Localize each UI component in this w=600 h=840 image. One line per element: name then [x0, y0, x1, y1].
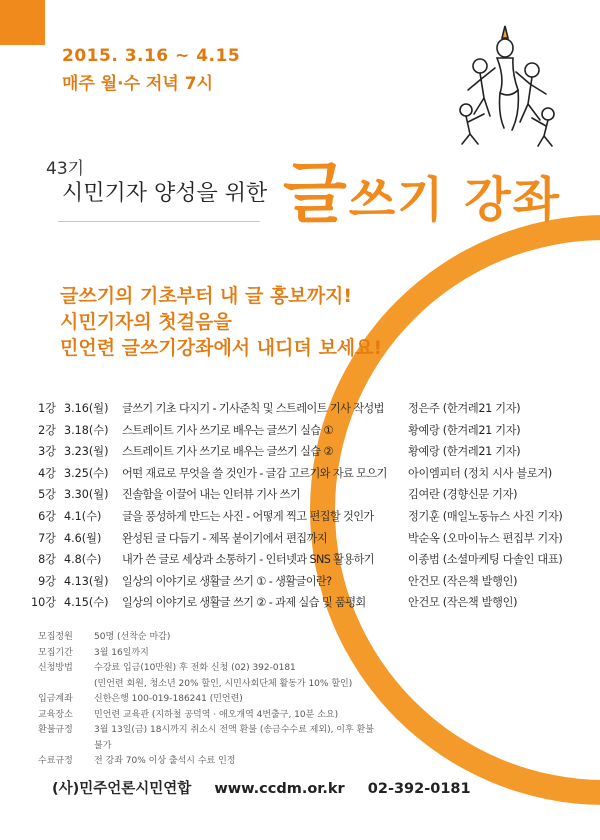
lecture-row: [22, 483, 582, 505]
lecture-row: [22, 527, 582, 549]
lecture-row: [22, 548, 582, 570]
info-value: 3월 13일(금) 18시까지 취소시 전액 환불 (송금수수료 제외), 이후 환불 불가: [94, 725, 374, 751]
info-row-period: [38, 646, 378, 662]
lecture-date: 4.6(월): [64, 531, 102, 545]
lecture-row: [22, 505, 582, 527]
event-dates: 2015. 3.16 ~ 4.15: [62, 46, 241, 66]
organization-name: (사)민주언론시민연합: [52, 781, 192, 797]
lecture-date: 4.8(수): [64, 553, 102, 567]
lecture-number: 3강: [38, 445, 56, 459]
lecture-topic: 일상의 이야기로 생활글 쓰기 ② - 과제 실습 및 품평회: [122, 596, 366, 610]
slogan: [60, 283, 400, 361]
info-value: 수강료 입금(10만원) 후 전화 신청 (02) 392-0181: [94, 663, 296, 673]
info-row-apply: [38, 661, 378, 677]
lecture-topic: 스트레이트 기사 쓰기로 배우는 글쓰기 실습 ①: [122, 423, 333, 437]
info-row-venue: [38, 708, 378, 724]
lecture-speaker: 정은주 (한겨레21 기자): [408, 402, 521, 415]
lecture-speaker: 안건모 (작은책 발행인): [408, 574, 518, 588]
lecture-topic: 내가 쓴 글로 세상과 소통하기 - 인터넷과 SNS 활용하기: [122, 553, 375, 567]
info-label: 교육장소: [38, 709, 73, 720]
orange-corner-block: [0, 0, 45, 45]
lecture-speaker: 안건모 (작은책 발행인): [408, 596, 518, 610]
info-row-refund: [38, 723, 378, 754]
phone-number: 02-392-0181: [367, 781, 471, 797]
lecture-row: [22, 570, 582, 592]
people-lifting-pen-illustration: [450, 18, 560, 148]
lecture-number: 9강: [38, 574, 56, 588]
registration-info: [38, 630, 378, 770]
lecture-topic: 스트레이트 기사 쓰기로 배우는 글쓰기 실습 ②: [122, 445, 333, 459]
info-label: 수료규정: [38, 756, 73, 766]
title-divider: [58, 221, 260, 222]
info-label: 모집기간: [38, 647, 73, 658]
lecture-speaker: 정기훈 (매일노동뉴스 사진 기자): [408, 509, 563, 523]
slogan-line: 글쓰기의 기초부터 내 글 홍보까지!: [60, 285, 353, 307]
info-value: 민언련 교육관 (지하철 공덕역 · 애오개역 4번출구, 10분 소요): [94, 709, 339, 720]
lecture-speaker: 아이엠피터 (정치 시사 블로거): [408, 466, 552, 480]
lecture-date: 3.23(월): [64, 445, 109, 459]
info-value: 50명 (선착순 마감): [94, 632, 171, 642]
lecture-number: 7강: [38, 531, 56, 545]
lecture-date: 3.30(월): [64, 488, 109, 502]
lecture-number: 4강: [38, 466, 56, 480]
lecture-date: 3.16(월): [64, 402, 109, 415]
lecture-row: [22, 419, 582, 441]
lecture-speaker: 이종범 (소셜마케팅 다솔인 대표): [408, 553, 563, 567]
info-value: 3월 16일까지: [94, 647, 149, 658]
info-label: 입금계좌: [38, 694, 73, 704]
event-time: 매주 월·수 저녁 7시: [62, 74, 213, 94]
lecture-row: [22, 440, 582, 462]
title-first-char: 글: [283, 155, 349, 232]
lecture-schedule: [22, 397, 582, 613]
lecture-topic: 일상의 이야기로 생활글 쓰기 ① - 생활글이란?: [122, 574, 332, 588]
lecture-date: 4.13(월): [64, 574, 109, 588]
lecture-number: 2강: [38, 423, 56, 437]
title-rest: 쓰기 강좌: [348, 172, 561, 228]
website-link[interactable]: www.ccdm.or.kr: [214, 781, 345, 797]
lecture-row: [22, 462, 582, 484]
info-apply-note: (민언련 회원, 청소년 20% 할인, 시민사회단체 활동가 10% 할인): [94, 678, 353, 689]
slogan-line: 민언련 글쓰기강좌에서 내디뎌 보세요!: [60, 337, 383, 359]
slogan-line: 시민기자의 첫걸음을: [60, 311, 232, 333]
lecture-topic: 글쓰기 기초 다지기 - 기사준칙 및 스트레이트 기사 작성법: [122, 402, 384, 415]
info-row-completion: [38, 754, 378, 770]
lecture-date: 4.1(수): [64, 509, 102, 523]
lecture-number: 10강: [30, 596, 56, 610]
lecture-speaker: 황예랑 (한겨레21 기자): [408, 423, 521, 437]
info-label: 모집정원: [38, 632, 73, 642]
lecture-date: 4.15(수): [64, 596, 109, 610]
lecture-number: 8강: [38, 553, 56, 567]
session-number: 43기: [46, 159, 85, 179]
lecture-row: [22, 591, 582, 613]
title-subtitle: 시민기자 양성을 위한: [62, 181, 268, 206]
lecture-number: 6강: [38, 509, 56, 523]
info-label: 환불규정: [38, 725, 73, 735]
lecture-number: 1강: [38, 402, 56, 415]
lecture-number: 5강: [38, 488, 56, 502]
lecture-topic: 어떤 재료로 무엇을 쓸 것인가 - 글감 고르기와 자료 모으기: [122, 466, 387, 480]
lecture-speaker: 박순옥 (오마이뉴스 편집부 기자): [408, 531, 563, 545]
info-row-account: [38, 692, 378, 708]
lecture-date: 3.18(수): [64, 423, 109, 437]
info-row-quota: [38, 630, 378, 646]
lecture-topic: 완성된 글 다듬기 - 제목 붙이기에서 편집까지: [122, 531, 327, 545]
lecture-topic: 진솔함을 이끌어 내는 인터뷰 기사 쓰기: [122, 488, 301, 502]
lecture-speaker: 김여란 (경향신문 기자): [408, 488, 518, 502]
info-label: 신청방법: [38, 663, 73, 673]
lecture-speaker: 황예랑 (한겨레21 기자): [408, 445, 521, 459]
lecture-date: 3.25(수): [64, 466, 109, 480]
lecture-row: [22, 397, 582, 419]
footer-contact: [52, 777, 489, 798]
info-value: 전 강좌 70% 이상 출석시 수료 인정: [94, 756, 236, 766]
lecture-topic: 글을 풍성하게 만드는 사진 - 어떻게 찍고 편집할 것인가: [122, 509, 374, 523]
page-title: [283, 140, 561, 235]
info-value: 신한은행 100-019-186241 (민언련): [94, 694, 243, 704]
